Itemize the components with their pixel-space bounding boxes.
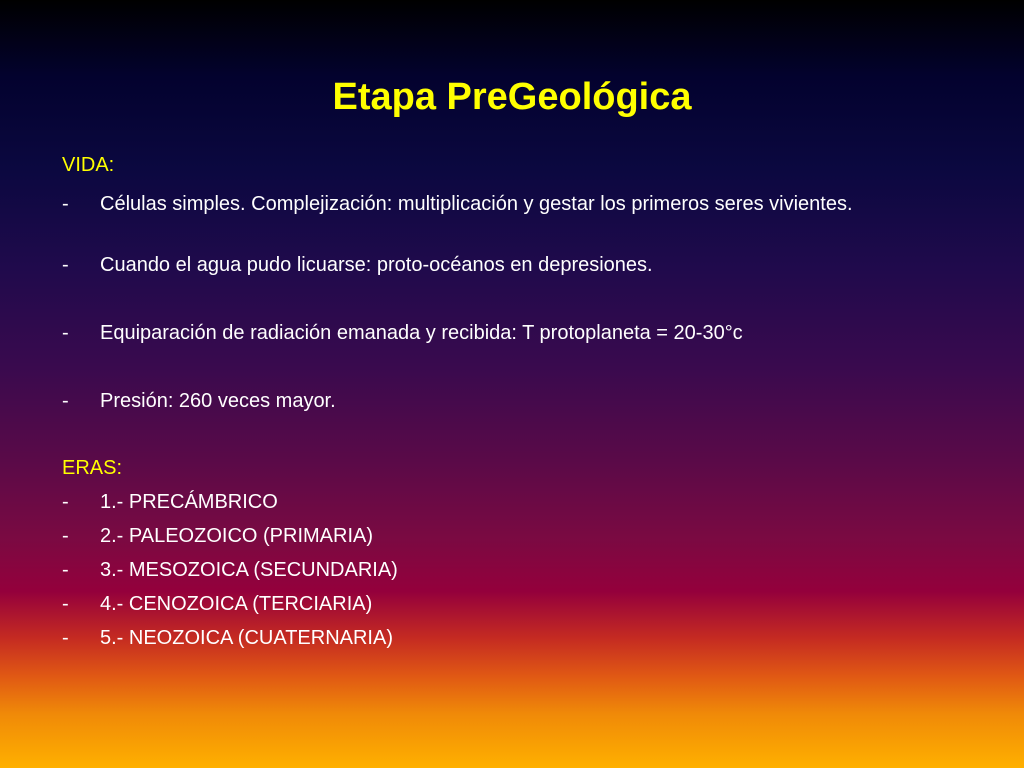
era-item (62, 489, 912, 515)
era-item (62, 625, 912, 651)
slide-title: Etapa PreGeológica (332, 76, 692, 118)
era-item (62, 523, 912, 549)
era-item-text: 5.- NEOZOICA (CUATERNARIA) (100, 627, 393, 649)
bullet-marker: - (62, 593, 69, 615)
vida-item (62, 252, 912, 278)
era-item (62, 557, 912, 583)
era-item-text: 3.- MESOZOICA (SECUNDARIA) (100, 559, 398, 581)
era-item (62, 591, 912, 617)
era-item-text: 1.- PRECÁMBRICO (100, 491, 278, 513)
vida-item-text: Cuando el agua pudo licuarse: proto-océanos en depresiones. (100, 254, 653, 276)
era-item-text: 2.- PALEOZOICO (PRIMARIA) (100, 525, 373, 547)
vida-item-text: Presión: 260 veces mayor. (100, 390, 336, 412)
bullet-marker: - (62, 254, 69, 276)
vida-item-text: Células simples. Complejización: multiplicación y gestar los primeros seres vivientes. (100, 193, 853, 215)
bullet-marker: - (62, 193, 69, 215)
era-item-text: 4.- CENOZOICA (TERCIARIA) (100, 593, 373, 615)
bullet-marker: - (62, 390, 69, 412)
vida-item-text: Equiparación de radiación emanada y recibida: T protoplaneta = 20-30°c (100, 322, 743, 344)
vida-label: VIDA: (62, 154, 115, 176)
vida-item (62, 320, 912, 346)
eras-label: ERAS: (62, 457, 123, 479)
bullet-marker: - (62, 627, 69, 649)
bullet-marker: - (62, 559, 69, 581)
bullet-marker: - (62, 322, 69, 344)
vida-item (62, 388, 912, 414)
bullet-marker: - (62, 525, 69, 547)
bullet-marker: - (62, 491, 69, 513)
vida-item (62, 191, 912, 217)
